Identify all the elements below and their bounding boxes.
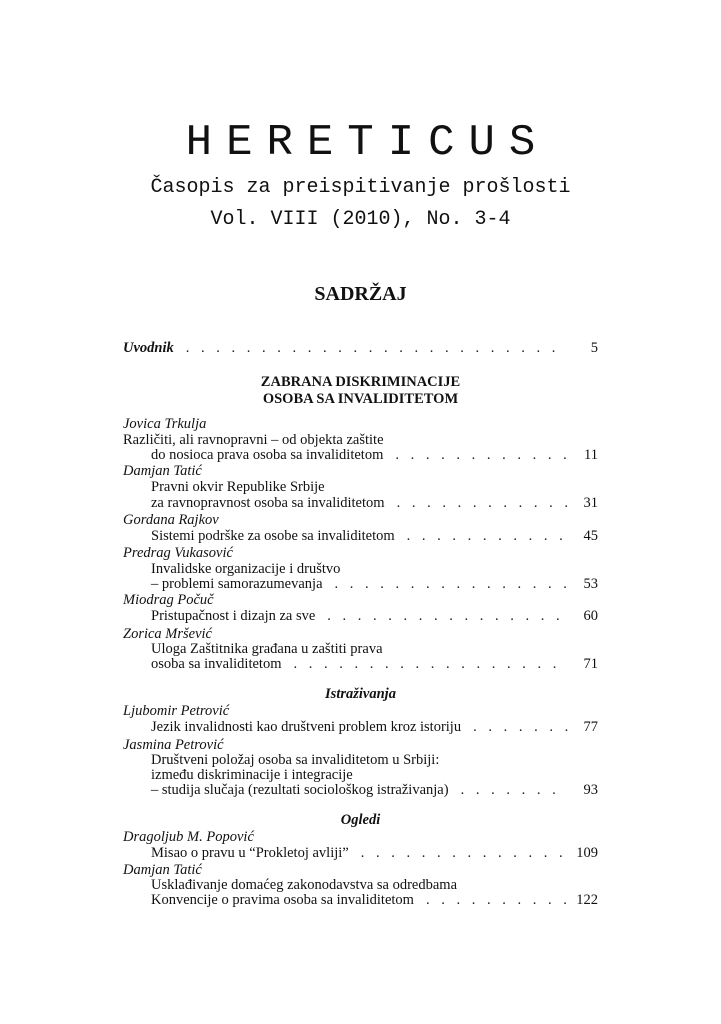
toc-page-number: 93 bbox=[583, 782, 598, 798]
toc-author: Predrag Vukasović bbox=[123, 545, 233, 561]
toc-title-line[interactable]: Različiti, ali ravnopravni – od objekta zaštite bbox=[123, 432, 384, 448]
toc-author: Damjan Tatić bbox=[123, 862, 202, 878]
leader-dots bbox=[335, 576, 568, 593]
toc-heading: SADRŽAJ bbox=[314, 283, 407, 305]
toc-title-line[interactable]: između diskriminacije i integracije bbox=[151, 767, 353, 783]
toc-author: Jovica Trkulja bbox=[123, 416, 207, 432]
toc-page-number: 122 bbox=[576, 892, 598, 908]
toc-title-line: do nosioca prava osoba sa invaliditetom bbox=[151, 447, 384, 463]
toc-title-line[interactable]: Pravni okvir Republike Srbije bbox=[151, 479, 325, 495]
section-heading: Istraživanja bbox=[325, 686, 396, 702]
toc-page-number: 109 bbox=[576, 845, 598, 861]
toc-page-number: 11 bbox=[584, 447, 598, 463]
toc-title-line: za ravnopravnost osoba sa invaliditetom bbox=[151, 495, 385, 511]
toc-title-line: osoba sa invaliditetom bbox=[151, 656, 282, 672]
leader-dots bbox=[461, 782, 568, 799]
toc-author: Miodrag Počuč bbox=[123, 592, 214, 608]
toc-entry[interactable] bbox=[151, 782, 598, 799]
toc-title-line: Konvencije o pravima osoba sa invaliditetom bbox=[151, 892, 414, 908]
leader-dots bbox=[395, 447, 568, 464]
toc-page-number: 5 bbox=[590, 340, 598, 356]
toc-page-number: 31 bbox=[583, 495, 598, 511]
toc-title-line[interactable]: Društveni položaj osoba sa invaliditetom u Srbiji: bbox=[151, 752, 440, 768]
leader-dots bbox=[426, 892, 568, 909]
toc-entry-intro[interactable] bbox=[123, 340, 598, 357]
toc-page-number: 45 bbox=[583, 528, 598, 544]
leader-dots bbox=[397, 495, 568, 512]
leader-dots bbox=[407, 528, 568, 545]
toc-entry[interactable] bbox=[151, 447, 598, 464]
toc-page-number: 53 bbox=[583, 576, 598, 592]
journal-title: HERETICUS bbox=[185, 118, 550, 168]
leader-dots bbox=[186, 340, 568, 357]
toc-entry[interactable] bbox=[151, 608, 598, 625]
toc-title-line: – studija slučaja (rezultati sociološkog istraživanja) bbox=[151, 782, 449, 798]
toc-entry[interactable] bbox=[151, 528, 598, 545]
toc-author: Dragoljub M. Popović bbox=[123, 829, 254, 845]
journal-volume: Vol. VIII (2010), No. 3-4 bbox=[210, 208, 511, 231]
toc-title-line: Pristupačnost i dizajn za sve bbox=[151, 608, 316, 624]
toc-title-line: Misao o pravu u “Prokletoj avliji” bbox=[151, 845, 349, 861]
toc-entry[interactable] bbox=[151, 719, 598, 736]
toc-author: Zorica Mršević bbox=[123, 626, 212, 642]
toc-title-line: Jezik invalidnosti kao društveni problem kroz istoriju bbox=[151, 719, 462, 735]
toc-entry[interactable] bbox=[151, 576, 598, 593]
toc-entry[interactable] bbox=[151, 656, 598, 673]
toc-author: Jasmina Petrović bbox=[123, 737, 224, 753]
toc-page-number: 77 bbox=[583, 719, 598, 735]
toc-author: Ljubomir Petrović bbox=[123, 703, 230, 719]
toc-author: Damjan Tatić bbox=[123, 463, 202, 479]
toc-page-number: 60 bbox=[583, 608, 598, 624]
toc-title-line[interactable]: Usklađivanje domaćeg zakonodavstva sa odredbama bbox=[151, 877, 458, 893]
toc-page-number: 71 bbox=[583, 656, 598, 672]
toc-title-line: Sistemi podrške za osobe sa invaliditetom bbox=[151, 528, 395, 544]
section-heading: Ogledi bbox=[340, 812, 381, 828]
toc-entry[interactable] bbox=[151, 495, 598, 512]
leader-dots bbox=[473, 719, 568, 736]
leader-dots bbox=[293, 656, 568, 673]
leader-dots bbox=[327, 608, 568, 625]
section-heading: ZABRANA DISKRIMINACIJE bbox=[260, 374, 461, 390]
toc-title-line[interactable]: Invalidske organizacije i društvo bbox=[151, 561, 341, 577]
toc-author: Gordana Rajkov bbox=[123, 512, 219, 528]
toc-entry[interactable] bbox=[151, 892, 598, 909]
toc-title-line: – problemi samorazumevanja bbox=[151, 576, 323, 592]
section-heading: OSOBA SA INVALIDITETOM bbox=[262, 391, 459, 407]
journal-subtitle: Časopis za preispitivanje prošlosti bbox=[150, 176, 571, 199]
leader-dots bbox=[361, 845, 568, 862]
toc-title-line[interactable]: Uloga Zaštitnika građana u zaštiti prava bbox=[151, 641, 383, 657]
toc-entry[interactable] bbox=[151, 845, 598, 862]
toc-entry-title: Uvodnik bbox=[123, 340, 174, 356]
